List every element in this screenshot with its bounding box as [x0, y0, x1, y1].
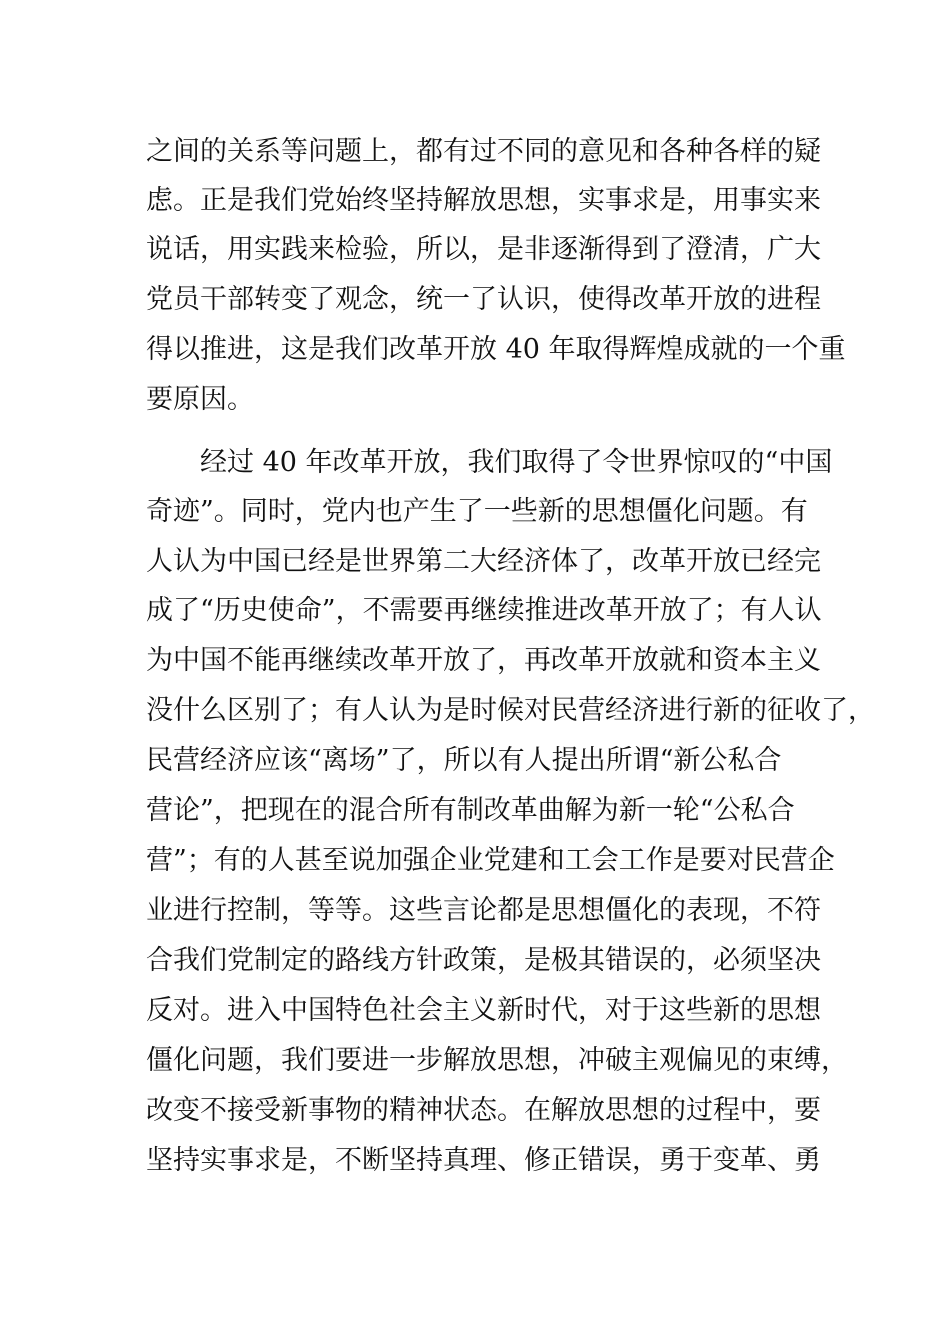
- paragraph-1-line-1: 之间的关系等问题上，都有过不同的意见和各种各样的疑: [146, 136, 821, 167]
- paragraph-2-line-6: 没什么区别了；有人认为是时候对民营经济进行新的征收了，: [146, 695, 875, 726]
- paragraph-2-line-10: 业进行控制，等等。这些言论都是思想僵化的表现，不符: [146, 895, 821, 926]
- paragraph-2-line-8: 营论”，把现在的混合所有制改革曲解为新一轮“公私合: [146, 795, 795, 826]
- paragraph-2-line-14: 改变不接受新事物的精神状态。在解放思想的过程中，要: [146, 1095, 821, 1126]
- paragraph-2-line-5: 为中国不能再继续改革开放了，再改革开放就和资本主义: [146, 645, 821, 676]
- paragraph-2-line-7: 民营经济应该“离场”了，所以有人提出所谓“新公私合: [146, 745, 782, 776]
- paragraph-1-line-4: 党员干部转变了观念，统一了认识，使得改革开放的进程: [146, 284, 821, 315]
- paragraph-2-line-2: 奇迹”。同时，党内也产生了一些新的思想僵化问题。有: [146, 496, 808, 527]
- paragraph-2-line-12: 反对。进入中国特色社会主义新时代，对于这些新的思想: [146, 995, 821, 1026]
- paragraph-2-line-15: 坚持实事求是，不断坚持真理、修正错误，勇于变革、勇: [146, 1145, 821, 1176]
- paragraph-1-line-5: 得以推进，这是我们改革开放 40 年取得辉煌成就的一个重: [146, 334, 846, 365]
- paragraph-1-line-2: 虑。正是我们党始终坚持解放思想，实事求是，用事实来: [146, 185, 821, 216]
- paragraph-2-line-13: 僵化问题，我们要进一步解放思想，冲破主观偏见的束缚，: [146, 1045, 848, 1076]
- paragraph-2-line-4: 成了“历史使命”，不需要再继续推进改革开放了；有人认: [146, 595, 822, 626]
- paragraph-1-line-3: 说话，用实践来检验，所以，是非逐渐得到了澄清，广大: [146, 234, 821, 265]
- paragraph-2-line-3: 人认为中国已经是世界第二大经济体了，改革开放已经完: [146, 546, 821, 577]
- paragraph-1-line-6: 要原因。: [146, 384, 254, 415]
- paragraph-2-line-11: 合我们党制定的路线方针政策，是极其错误的，必须坚决: [146, 945, 821, 976]
- paragraph-2-line-1: 经过 40 年改革开放，我们取得了令世界惊叹的“中国: [200, 447, 833, 478]
- paragraph-2-line-9: 营”；有的人甚至说加强企业党建和工会工作是要对民营企: [146, 845, 835, 876]
